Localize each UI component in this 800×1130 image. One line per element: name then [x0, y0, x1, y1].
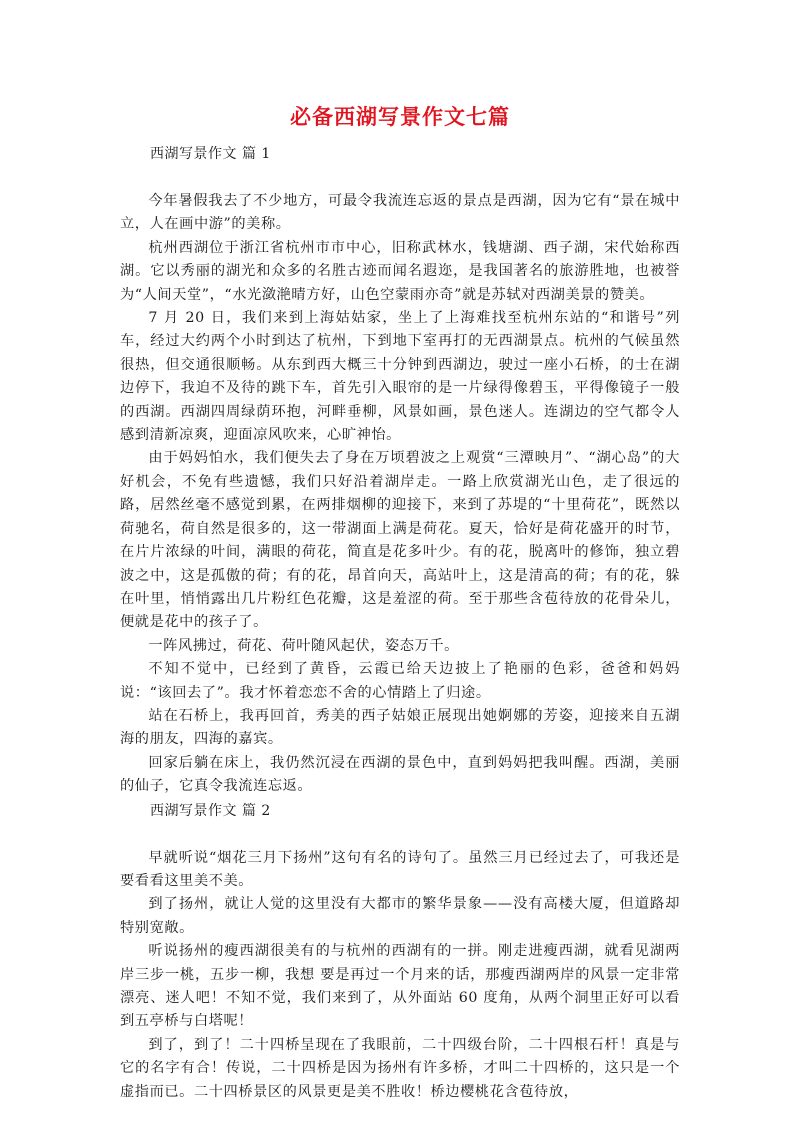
section-2 — [120, 799, 680, 1104]
paragraph: 今年暑假我去了不少地方，可最令我流连忘返的景点是西湖，因为它有“景在城中立，人在画中游”的美称。 — [120, 193, 680, 233]
paragraph: 听说扬州的瘦西湖很美有的与杭州的西湖有的一拼。刚走进瘦西湖，就看见湖两岸三步一桃，五步一柳，我想 要是再过一个月来的话，那瘦西湖两岸的风景一定非常漂亮、迷人吧！不知不觉，我们来到了，从外面站 60 度角，从两个洞里正好可以看到五亭桥与白塔呢！ — [120, 943, 680, 1030]
paragraph: 回家后躺在床上，我仍然沉浸在西湖的景色中，直到妈妈把我叫醒。西湖，美丽的仙子，它真令我流连忘返。 — [120, 754, 680, 795]
paragraph: 不知不觉中，已经到了黄昏，云霞已给天边披上了艳丽的色彩，爸爸和妈妈说：“该回去了”。我才怀着恋恋不舍的心情踏上了归途。 — [120, 661, 680, 701]
paragraph: 一阵风拂过，荷花、荷叶随风起伏，姿态万千。 — [148, 637, 459, 654]
document-title: 必备西湖写景作文七篇 — [290, 104, 510, 129]
section-1 — [120, 142, 680, 799]
section-heading: 西湖写景作文 篇 2 — [150, 802, 271, 819]
paragraph: 由于妈妈怕水，我们便失去了身在万顷碧波之上观赏“三潭映月”、“湖心岛”的大好机会，不免有些遗憾，我们只好沿着湖岸走。一路上欣赏湖光山色，走了很远的路，居然丝毫不感觉到累，在两排烟柳的迎接下，来到了苏堤的“十里荷花”，既然以荷驰名，荷自然是很多的，这一带湖面上满是荷花。夏天，恰好是荷花盛开的时节，在片片浓绿的叶间，满眼的荷花，简直是花多叶少。有的花，脱离叶的修饰，独立碧波之中，这是孤傲的荷；有的花，昂首向天，高站叶上，这是清高的荷；有的花，躲在叶里，悄悄露出几片粉红色花瓣，这是羞涩的荷。至于那些含苞待放的花骨朵儿，便就是花中的孩子了。 — [120, 450, 680, 631]
section-heading: 西湖写景作文 篇 1 — [150, 146, 271, 162]
paragraph: 到了，到了！二十四桥呈现在了我眼前，二十四级台阶，二十四根石杆！真是与它的名字有合！传说，二十四桥是因为扬州有许多桥，才叫二十四桥的，这只是一个虚指而已。二十四桥景区的风景更是美不胜收！桥边樱桃花含苞待放， — [120, 1036, 680, 1100]
paragraph: 7 月 20 日，我们来到上海姑姑家，坐上了上海难找至杭州东站的“和谐号”列车，经过大约两个小时到达了杭州，下到地下室再打的无西湖景点。杭州的气候虽然很热，但交通很顺畅。从东到西大概三十分钟到西湖边，驶过一座小石桥，的士在湖边停下，我迫不及待的跳下车，首先引入眼帘的是一片绿得像碧玉，平得像镜子一般的西湖。西湖四周绿荫环抱，河畔垂柳，风景如画，景色迷人。连湖边的空气都令人感到清新凉爽，迎面凉风吹来，心旷神怡。 — [120, 310, 680, 444]
paragraph: 站在石桥上，我再回首，秀美的西子姑娘正展现出她婀娜的芳姿，迎接来自五湖海的朋友，四海的嘉宾。 — [120, 707, 680, 748]
paragraph: 杭州西湖位于浙江省杭州市市中心，旧称武林水，钱塘湖、西子湖，宋代始称西湖。它以秀丽的湖光和众多的名胜古迹而闻名遐迩，是我国著名的旅游胜地，也被誉为“人间天堂”，“水光潋滟晴方好，山色空蒙雨亦奇”就是苏轼对西湖美景的赞美。 — [120, 239, 680, 303]
paragraph: 早就听说“烟花三月下扬州”这句有名的诗句了。虽然三月已经过去了，可我还是要看看这里美不美。 — [120, 849, 680, 889]
document-page — [120, 100, 680, 1104]
spacer — [120, 166, 680, 190]
spacer — [120, 823, 680, 847]
paragraph: 到了扬州，就让人觉的这里没有大都市的繁华景象——没有高楼大厦，但道路却特别宽敞。 — [120, 896, 680, 936]
